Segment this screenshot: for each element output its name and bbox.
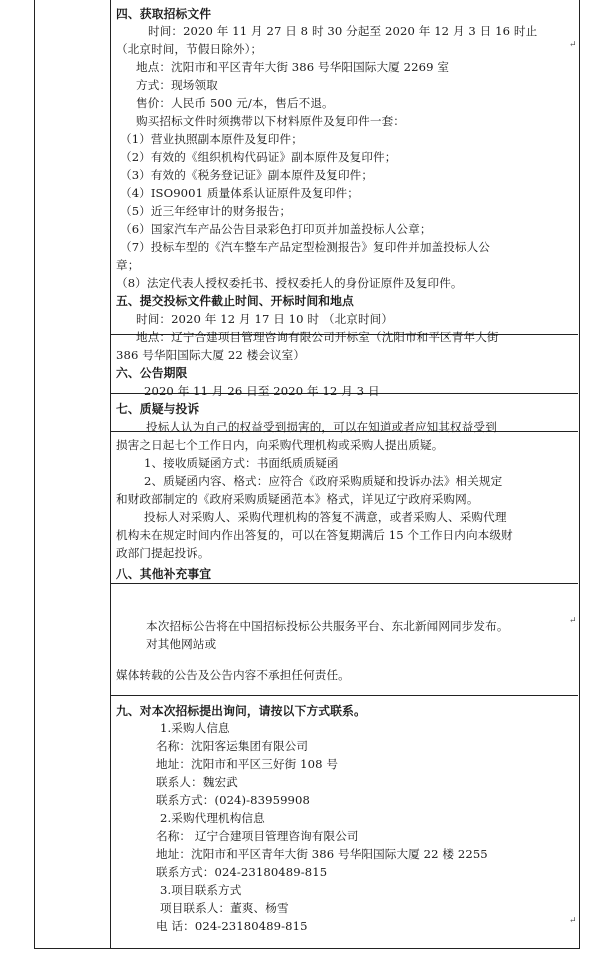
paragraph-mark-icon: ↵ <box>569 616 577 626</box>
section-7-paragraph: 1、接收质疑函方式：书面纸质质疑函 <box>144 456 339 470</box>
section-9-heading: 九、对本次招标提出询问，请按以下方式联系。 <box>116 704 366 718</box>
section-6-heading: 六、公告期限 <box>116 366 188 380</box>
purchaser-address: 地址：沈阳市和平区三好街 108 号 <box>156 757 339 771</box>
project-contact-person: 项目联系人：董爽、杨雪 <box>160 901 289 915</box>
section-7-paragraph: 2、质疑函内容、格式：应符合《政府采购质疑和投诉办法》相关规定 <box>144 474 503 488</box>
section-rule <box>111 695 578 696</box>
materials-item: （4）ISO9001 质量体系认证原件及复印件； <box>120 186 359 200</box>
section-7-paragraph: 机构未在规定时间内作出答复的，可以在答复期满后 15 个工作日内向本级财 <box>116 528 513 542</box>
paragraph-mark-icon: ↵ <box>569 40 577 50</box>
purchaser-name: 名称：沈阳客运集团有限公司 <box>156 739 309 753</box>
materials-item: （3）有效的《税务登记证》副本原件及复印件； <box>120 168 374 182</box>
materials-item: （5）近三年经审计的财务报告； <box>120 204 292 218</box>
section-7-paragraph: 投标人认为自己的权益受到损害的，可以在知道或者应知其权益受到 <box>146 420 497 434</box>
materials-item: （1）营业执照副本原件及复印件； <box>120 132 303 146</box>
section-5-time: 时间：2020 年 12 月 17 日 10 时 （北京时间） <box>136 312 394 326</box>
purchaser-contact: 联系人：魏宏武 <box>156 775 238 789</box>
materials-item: （7）投标车型的《汽车整车产品定型检测报告》复印件并加盖投标人公 <box>120 240 490 254</box>
section-8-paragraph: 媒体转载的公告及公告内容不承担任何责任。 <box>116 668 350 682</box>
paragraph-mark-icon: ↵ <box>569 916 577 926</box>
project-contact-phone: 电 话：024-23180489-815 <box>156 919 308 933</box>
section-4-time: 时间：2020 年 11 月 27 日 8 时 30 分起至 2020 年 12 月 3 日 16 时止 <box>148 24 538 38</box>
column-divider <box>110 0 111 948</box>
section-7-paragraph: 和财政部制定的《政府采购质疑函范本》格式，详见辽宁政府采购网。 <box>116 492 479 506</box>
section-rule <box>111 583 578 584</box>
agency-address: 地址：沈阳市和平区青年大街 386 号华阳国际大厦 22 楼 2255 <box>156 847 488 861</box>
section-4-price: 售价：人民币 500 元/本，售后不退。 <box>136 96 334 110</box>
agency-name: 名称： 辽宁合建项目管理咨询有限公司 <box>156 829 359 843</box>
section-4-method: 方式：现场领取 <box>136 78 218 92</box>
section-7-paragraph: 政部门提起投诉。 <box>116 546 210 560</box>
section-8-paragraph: 本次招标公告将在中国招标投标公共服务平台、东北新闻网同步发布。 <box>146 619 509 633</box>
section-7-paragraph: 投标人对采购人、采购代理机构的答复不满意，或者采购人、采购代理 <box>144 510 507 524</box>
materials-item: 章； <box>116 258 140 272</box>
section-5-heading: 五、提交投标文件截止时间、开标时间和地点 <box>116 294 354 308</box>
purchaser-title: 1.采购人信息 <box>160 721 230 735</box>
purchaser-phone: 联系方式：(024)-83959908 <box>156 793 310 807</box>
section-8-paragraph: 对其他网站或 <box>146 637 217 651</box>
materials-item: （8）法定代表人授权委托书、授权委托人的身份证原件及复印件。 <box>116 276 463 290</box>
section-8-heading: 八、其他补充事宜 <box>116 567 212 581</box>
section-4-place: 地点：沈阳市和平区青年大街 386 号华阳国际大厦 2269 室 <box>136 60 450 74</box>
project-contact-title: 3.项目联系方式 <box>160 883 242 897</box>
agency-phone: 联系方式：024-23180489-815 <box>156 865 328 879</box>
section-5-place-line-2: 386 号华阳国际大厦 22 楼会议室） <box>116 348 306 362</box>
materials-item: （6）国家汽车产品公告目录彩色打印页并加盖投标人公章； <box>120 222 432 236</box>
agency-title: 2.采购代理机构信息 <box>160 811 265 825</box>
materials-item: （2）有效的《组织机构代码证》副本原件及复印件； <box>120 150 397 164</box>
section-7-paragraph: 损害之日起七个工作日内，向采购代理机构或采购人提出质疑。 <box>116 438 444 452</box>
section-4-materials-intro: 购买招标文件时须携带以下材料原件及复印件一套： <box>136 114 405 128</box>
section-4-time-note: （北京时间，节假日除外）； <box>116 42 263 56</box>
section-7-heading: 七、质疑与投诉 <box>116 402 200 416</box>
section-5-place-line-1: 地点：辽宁合建项目管理咨询有限公司开标室（沈阳市和平区青年大街 <box>136 330 499 344</box>
section-4-heading: 四、获取招标文件 <box>116 7 212 21</box>
section-6-period: 2020 年 11 月 26 日至 2020 年 12 月 3 日 <box>144 384 380 398</box>
